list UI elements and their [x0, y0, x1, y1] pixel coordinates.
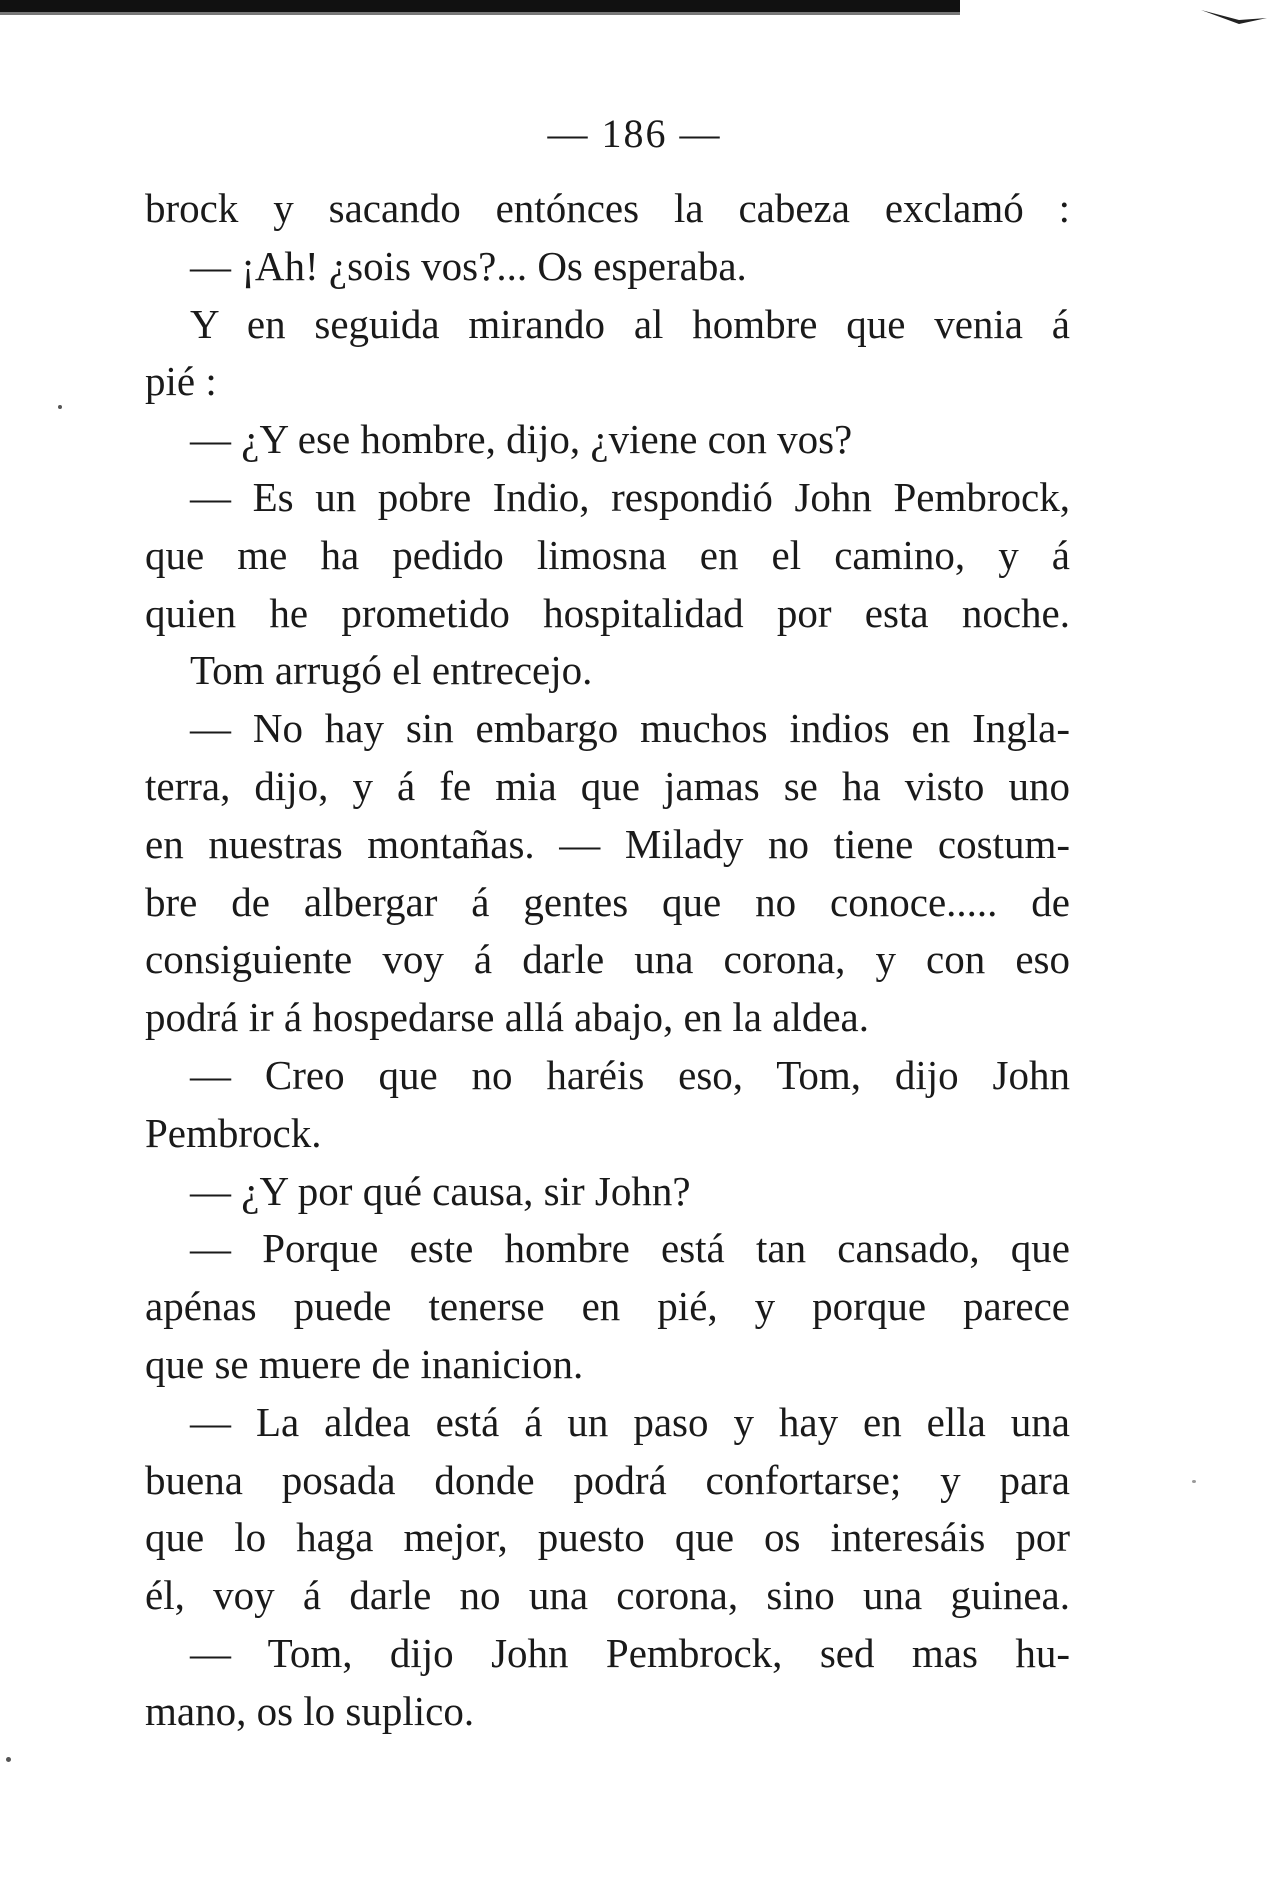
text-line: podrá ir á hospedarse allá abajo, en la aldea. — [145, 994, 869, 1041]
text-line: — ¿Y ese hombre, dijo, ¿viene con vos? — [190, 416, 853, 463]
text-line: Pembrock. — [145, 1109, 322, 1156]
paper-speck — [6, 1757, 11, 1762]
text-line: que lo haga mejor, puesto que os interesáis por — [145, 1514, 1070, 1561]
text-line: mano, os lo suplico. — [145, 1687, 475, 1734]
page-number: — 186 — — [547, 111, 722, 156]
top-border-rule-shadow — [0, 12, 960, 15]
page-corner-mark — [1199, 6, 1269, 32]
text-line: — Porque este hombre está tan cansado, que — [190, 1225, 1070, 1272]
text-line: que se muere de inanicion. — [145, 1340, 584, 1387]
paper-speck — [58, 405, 62, 409]
text-line: bre de albergar á gentes que no conoce..... de — [145, 878, 1070, 925]
paper-speck — [1192, 1480, 1196, 1483]
text-line: consiguiente voy á darle una corona, y con eso — [145, 936, 1070, 983]
text-line: — No hay sin embargo muchos indios en Ingla- — [190, 705, 1070, 752]
text-line: apénas puede tenerse en pié, y porque parece — [145, 1283, 1070, 1330]
text-line: — Es un pobre Indio, respondió John Pembrock, — [190, 473, 1070, 520]
text-line: — Creo que no haréis eso, Tom, dijo John — [190, 1051, 1070, 1098]
text-line: buena posada donde podrá confortarse; y para — [145, 1456, 1070, 1503]
text-line: quien he prometido hospitalidad por esta noche. — [145, 589, 1070, 636]
text-line: brock y sacando entónces la cabeza exclamó : — [145, 185, 1070, 231]
text-line: que me ha pedido limosna en el camino, y á — [145, 531, 1070, 578]
text-line: — Tom, dijo John Pembrock, sed mas hu- — [190, 1629, 1070, 1676]
body-text — [145, 180, 1070, 1741]
top-border-rule — [0, 0, 960, 12]
text-line: — ¿Y por qué causa, sir John? — [190, 1167, 691, 1214]
text-line: Y en seguida mirando al hombre que venia á — [190, 300, 1070, 347]
text-line: — La aldea está á un paso y hay en ella una — [190, 1398, 1070, 1445]
text-line: — ¡Ah! ¿sois vos?... Os esperaba. — [190, 242, 747, 289]
text-line: pié : — [145, 358, 217, 405]
text-line: Tom arrugó el entrecejo. — [190, 647, 593, 694]
text-line: él, voy á darle no una corona, sino una guinea. — [145, 1572, 1070, 1619]
text-line: en nuestras montañas. — Milady no tiene costum- — [145, 820, 1070, 867]
text-line: terra, dijo, y á fe mia que jamas se ha visto uno — [145, 762, 1070, 809]
